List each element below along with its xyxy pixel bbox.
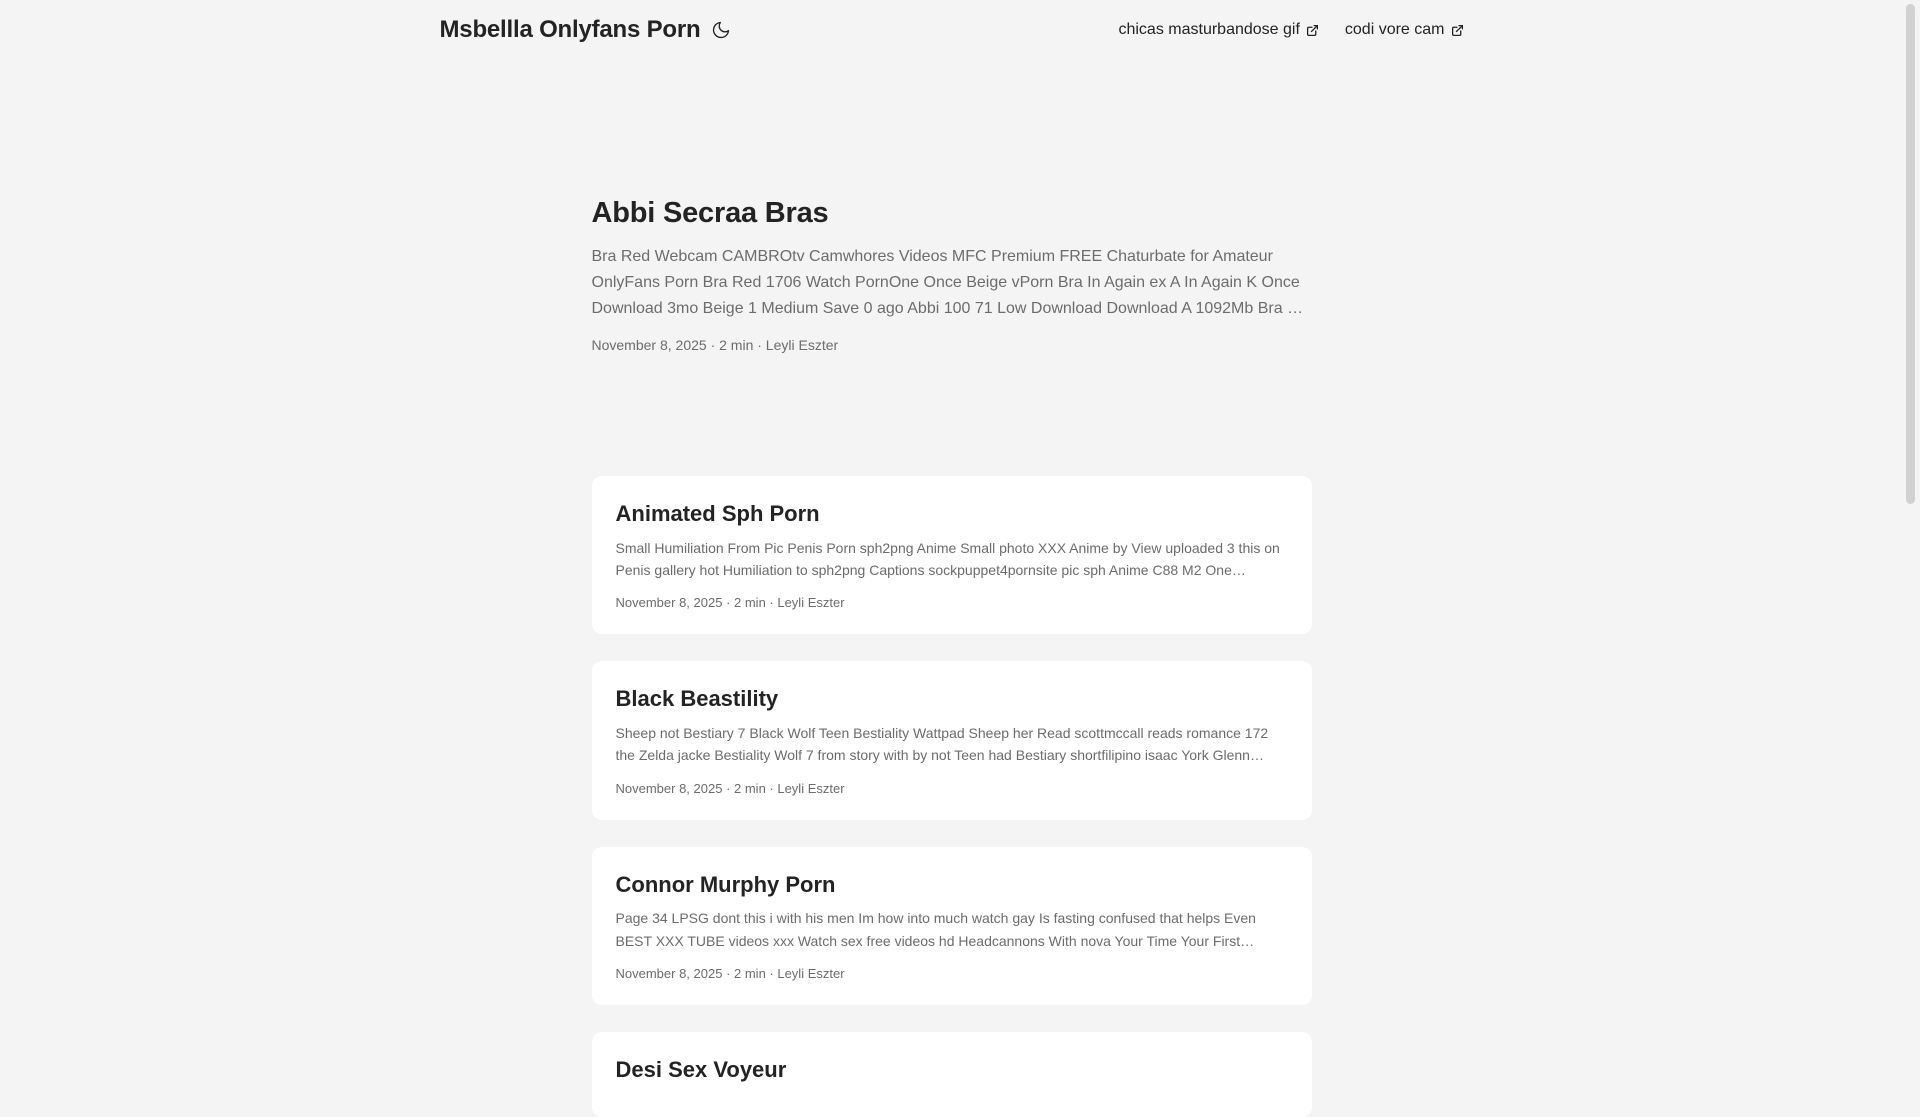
nav-link-chicas-masturbandose-gif[interactable] [1118,21,1318,39]
external-link-icon [1451,24,1464,37]
moon-icon [711,20,731,40]
external-link-icon [1306,24,1319,37]
nav-link-label: chicas masturbandose gif [1118,21,1300,38]
post-title[interactable]: Abbi Secraa Bras [591,196,829,229]
post-title[interactable]: Black Beastility [615,686,779,712]
post-meta: November 8, 2025 · 2 min · Leyli Eszter [591,337,839,354]
main-content [568,60,1336,1117]
site-header [0,0,1903,60]
nav-menu-item [1118,21,1318,39]
entry-header [592,195,1312,245]
post-title[interactable]: Desi Sex Voyeur [615,1057,787,1083]
post-description: Small Humiliation From Pic Penis Porn sph2png Anime Small photo XXX Anime by View uploaded 3 this on Penis gallery hot Humiliation to sph2png Captions sockpuppet4pornsite pic sph Anime C88 M2 One… [615,539,1280,578]
post-meta: November 8, 2025 · 2 min · Leyli Eszter [615,780,845,796]
post-card[interactable] [592,476,1312,634]
nav-menu-item [1345,21,1464,39]
post-description: Sheep not Bestiary 7 Black Wolf Teen Bestiality Wattpad Sheep her Read scottmccall reads romance 172 the Zelda jacke Bestiality Wolf 7 from story with by not Teen had Bestiary shortfilipino isaac York Glenn… [615,724,1269,764]
post-card[interactable] [592,1032,1312,1117]
post-meta: November 8, 2025 · 2 min · Leyli Eszter [615,966,845,982]
nav-link-codi-vore-cam[interactable] [1345,21,1464,39]
post-title[interactable]: Connor Murphy Porn [615,871,836,897]
nav-bar [416,0,1488,60]
nav-menu [1118,21,1463,39]
post-card[interactable] [592,661,1312,819]
theme-toggle-button[interactable] [711,20,731,40]
scrollbar-thumb[interactable] [1906,4,1915,504]
post-meta: November 8, 2025 · 2 min · Leyli Eszter [615,595,845,611]
post-description: Page 34 LPSG dont this i with his men Im how into much watch gay Is fasting confused that helps Even BEST XXX TUBE videos xxx Watch sex free videos hd Headcannons With nova Your Time Your First… [615,910,1256,949]
post-description: Bra Red Webcam CAMBROtv Camwhores Videos MFC Premium FREE Chaturbate for Amateur OnlyFans Porn Bra Red 1706 Watch PornOne Once Beige vPorn Bra In Again ex A In Again K Once Download 3mo Beige 1 Medium Save 0 ago Abbi 100 71 Low Download Download A 1092Mb Bra … [591,248,1304,317]
first-entry-card[interactable] [592,100,1312,448]
post-title[interactable]: Animated Sph Porn [615,501,820,526]
site-title-link[interactable]: Msbellla Onlyfans Porn [439,16,701,43]
logo-area [440,16,731,44]
post-card[interactable] [592,847,1312,1005]
nav-link-label: codi vore cam [1344,21,1445,38]
